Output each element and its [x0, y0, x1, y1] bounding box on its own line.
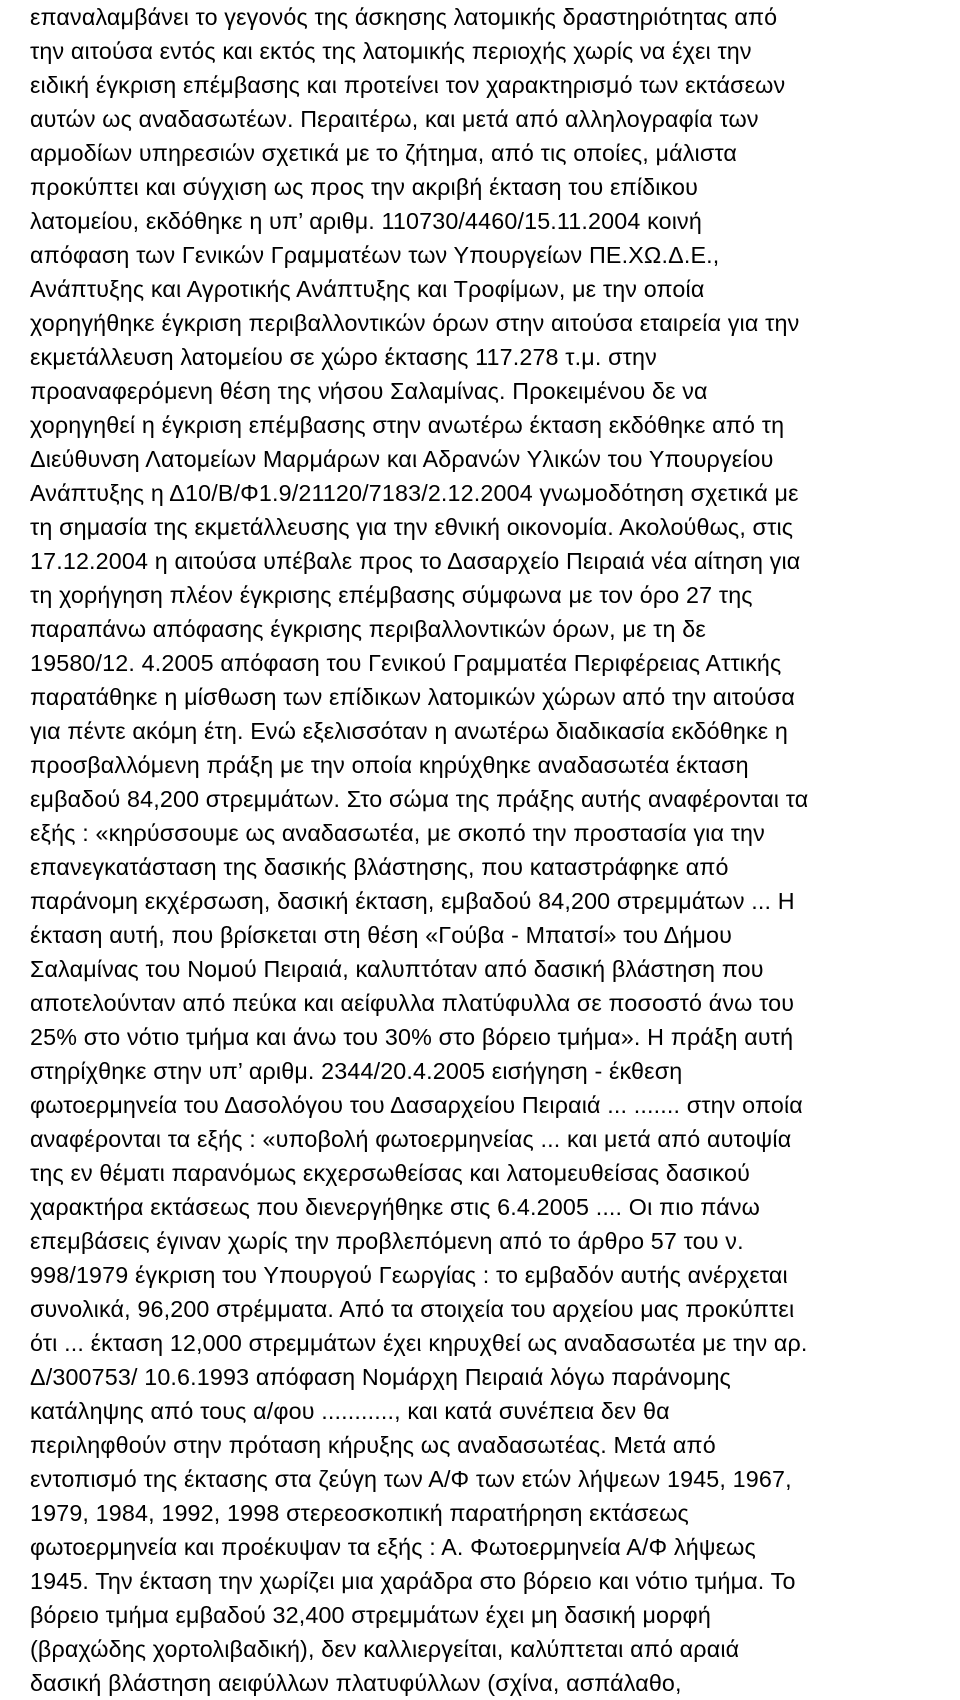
text-line: Ανάπτυξης και Αγροτικής Ανάπτυξης και Τροφίμων, με την οποία: [30, 276, 705, 302]
text-line: για πέντε ακόμη έτη. Ενώ εξελισσόταν η ανωτέρω διαδικασία εκδόθηκε η: [30, 718, 789, 744]
text-line: φωτοερμηνεία του Δασολόγου του Δασαρχείου Πειραιά ... ....... στην οποία: [30, 1092, 803, 1118]
text-line: έκταση αυτή, που βρίσκεται στη θέση «Γούβα - Μπατσί» του Δήμου: [30, 922, 733, 948]
text-line: αναφέρονται τα εξής : «υποβολή φωτοερμηνείας ... και μετά από αυτοψία: [30, 1126, 792, 1152]
text-line: αποτελούνταν από πεύκα και αείφυλλα πλατύφυλλα σε ποσοστό άνω του: [30, 990, 795, 1016]
text-line: 25% στο νότιο τμήμα και άνω του 30% στο βόρειο τμήμα». Η πράξη αυτή: [30, 1024, 794, 1050]
text-line: αρμοδίων υπηρεσιών σχετικά με το ζήτημα, από τις οποίες, μάλιστα: [30, 140, 738, 166]
text-line: 1979, 1984, 1992, 1998 στερεοσκοπική παρατήρηση εκτάσεως: [30, 1500, 689, 1526]
text-line: (βραχώδης χορτολιβαδική), δεν καλλιεργείται, καλύπτεται από αραιά: [30, 1636, 740, 1662]
text-line: την αιτούσα εντός και εκτός της λατομικής περιοχής χωρίς να έχει την: [30, 38, 752, 64]
text-line: παραπάνω απόφασης έγκρισης περιβαλλοντικών όρων, με τη δε: [30, 616, 706, 642]
text-line: Δ/300753/ 10.6.1993 απόφαση Νομάρχη Πειραιά λόγω παράνομης: [30, 1364, 731, 1390]
text-line: Ανάπτυξης η Δ10/Β/Φ1.9/21120/7183/2.12.2004 γνωμοδότηση σχετικά με: [30, 480, 799, 506]
text-line: της εν θέματι παρανόμως εκχερσωθείσας και λατομευθείσας δασικού: [30, 1160, 751, 1186]
text-line: αυτών ως αναδασωτέων. Περαιτέρω, και μετά από αλληλογραφία των: [30, 106, 759, 132]
text-line: Σαλαμίνας του Νομού Πειραιά, καλυπτόταν από δασική βλάστηση που: [30, 956, 764, 982]
text-line: κατάληψης από τους α/φου ..........., και κατά συνέπεια δεν θα: [30, 1398, 670, 1424]
text-line: 1945. Την έκταση την χωρίζει μια χαράδρα στο βόρειο και νότιο τμήμα. Το: [30, 1568, 796, 1594]
text-line: παρατάθηκε η μίσθωση των επίδικων λατομικών χώρων από την αιτούσα: [30, 684, 795, 710]
text-line: δασική βλάστηση αειφύλλων πλατυφύλλων (σχίνα, ασπάλαθο,: [30, 1670, 682, 1696]
text-line: προκύπτει και σύγχιση ως προς την ακριβή έκταση του επίδικου: [30, 174, 699, 200]
text-line: χορηγήθηκε έγκριση περιβαλλοντικών όρων στην αιτούσα εταιρεία για την: [30, 310, 800, 336]
text-line: επαναλαμβάνει το γεγονός της άσκησης λατομικής δραστηριότητας από: [30, 4, 778, 30]
text-line: 19580/12. 4.2005 απόφαση του Γενικού Γραμματέα Περιφέρειας Αττικής: [30, 650, 782, 676]
text-line: επανεγκατάσταση της δασικής βλάστησης, που καταστράφηκε από: [30, 854, 729, 880]
text-line: περιληφθούν στην πρόταση κήρυξης ως αναδασωτέας. Μετά από: [30, 1432, 716, 1458]
text-line: εντοπισμό της έκτασης στα ζεύγη των Α/Φ των ετών λήψεων 1945, 1967,: [30, 1466, 792, 1492]
text-line: 998/1979 έγκριση του Υπουργού Γεωργίας : το εμβαδόν αυτής ανέρχεται: [30, 1262, 788, 1288]
text-line: προσβαλλόμενη πράξη με την οποία κηρύχθηκε αναδασωτέα έκταση: [30, 752, 749, 778]
text-line: Διεύθυνση Λατομείων Μαρμάρων και Αδρανών Υλικών του Υπουργείου: [30, 446, 774, 472]
text-line: τη σημασία της εκμετάλλευσης για την εθνική οικονομία. Ακολούθως, στις: [30, 514, 794, 540]
text-line: προαναφερόμενη θέση της νήσου Σαλαμίνας. Προκειμένου δε να: [30, 378, 708, 404]
text-line: επεμβάσεις έγιναν χωρίς την προβλεπόμενη από το άρθρο 57 του ν.: [30, 1228, 744, 1254]
text-line: βόρειο τμήμα εμβαδού 32,400 στρεμμάτων έχει μη δασική μορφή: [30, 1602, 711, 1628]
text-line: στηρίχθηκε στην υπ’ αριθμ. 2344/20.4.2005 εισήγηση - έκθεση: [30, 1058, 683, 1084]
text-line: λατομείου, εκδόθηκε η υπ’ αριθμ. 110730/4460/15.11.2004 κοινή: [30, 208, 702, 234]
text-line: ότι ... έκταση 12,000 στρεμμάτων έχει κηρυχθεί ως αναδασωτέα με την αρ.: [30, 1330, 808, 1356]
document-body-text: [30, 0, 955, 1700]
text-line: τη χορήγηση πλέον έγκρισης επέμβασης σύμφωνα με τον όρο 27 της: [30, 582, 753, 608]
text-line: φωτοερμηνεία και προέκυψαν τα εξής : Α. Φωτοερμηνεία Α/Φ λήψεως: [30, 1534, 756, 1560]
text-line: ειδική έγκριση επέμβασης και προτείνει τον χαρακτηρισμό των εκτάσεων: [30, 72, 786, 98]
text-line: χορηγηθεί η έγκριση επέμβασης στην ανωτέρω έκταση εκδόθηκε από τη: [30, 412, 785, 438]
text-line: εκμετάλλευση λατομείου σε χώρο έκτασης 117.278 τ.μ. στην: [30, 344, 657, 370]
text-line: απόφαση των Γενικών Γραμματέων των Υπουργείων ΠΕ.ΧΩ.Δ.Ε.,: [30, 242, 720, 268]
text-line: χαρακτήρα εκτάσεως που διενεργήθηκε στις 6.4.2005 .... Οι πιο πάνω: [30, 1194, 760, 1220]
text-line: παράνομη εκχέρσωση, δασική έκταση, εμβαδού 84,200 στρεμμάτων ... Η: [30, 888, 795, 914]
text-line: 17.12.2004 η αιτούσα υπέβαλε προς το Δασαρχείο Πειραιά νέα αίτηση για: [30, 548, 801, 574]
text-line: εξής : «κηρύσσουμε ως αναδασωτέα, με σκοπό την προστασία για την: [30, 820, 765, 846]
text-line: εμβαδού 84,200 στρεμμάτων. Στο σώμα της πράξης αυτής αναφέρονται τα: [30, 786, 809, 812]
text-line: συνολικά, 96,200 στρέμματα. Από τα στοιχεία του αρχείου μας προκύπτει: [30, 1296, 795, 1322]
